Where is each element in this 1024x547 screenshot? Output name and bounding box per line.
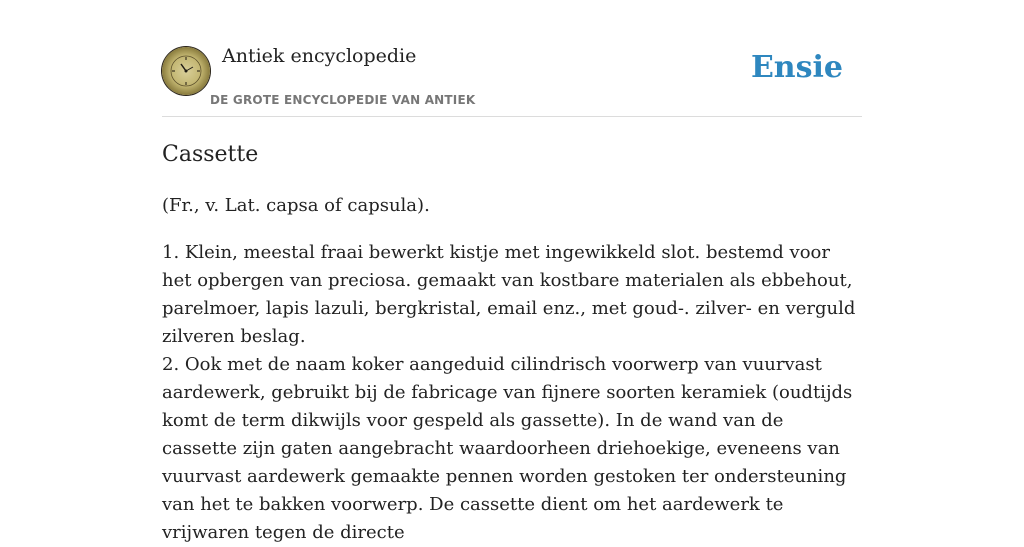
- ensie-brand-link[interactable]: Ensie: [750, 50, 843, 85]
- definition-paragraph-1: 1. Klein, meestal fraai bewerkt kistje met ingewikkeld slot. bestemd voor het opbergen van preciosa. gemaakt van kostbare materialen als ebbehout, parelmoer, lapis lazuli, bergkristal, email enz., met goud-. zilver- en verguld zilveren beslag.: [162, 242, 856, 347]
- site-title[interactable]: Antiek encyclopedie: [222, 45, 417, 67]
- clock-icon[interactable]: [162, 47, 210, 95]
- clock-face-icon: [162, 47, 210, 95]
- site-header: [162, 0, 862, 117]
- site-subtitle: DE GROTE ENCYCLOPEDIE VAN ANTIEK: [210, 93, 476, 107]
- entry-etymology: (Fr., v. Lat. capsa of capsula).: [162, 195, 430, 216]
- entry-title: Cassette: [162, 142, 259, 167]
- entry-body: [162, 239, 862, 547]
- article-content: [162, 140, 862, 547]
- definition-paragraph-2: 2. Ook met de naam koker aangeduid cilindrisch voorwerp van vuurvast aardewerk, gebruikt bij de fabricage van fijnere soorten keramiek (oudtijds komt de term dikwijls voor gespeld als gassette). In de wand van de cassette zijn gaten aangebracht waardoorheen driehoekige, eveneens van vuurvast aardewerk gemaakte pennen worden gestoken ter ondersteuning van het te bakken voorwerp. De cassette dient om het aardewerk te vrijwaren tegen de directe: [162, 354, 853, 543]
